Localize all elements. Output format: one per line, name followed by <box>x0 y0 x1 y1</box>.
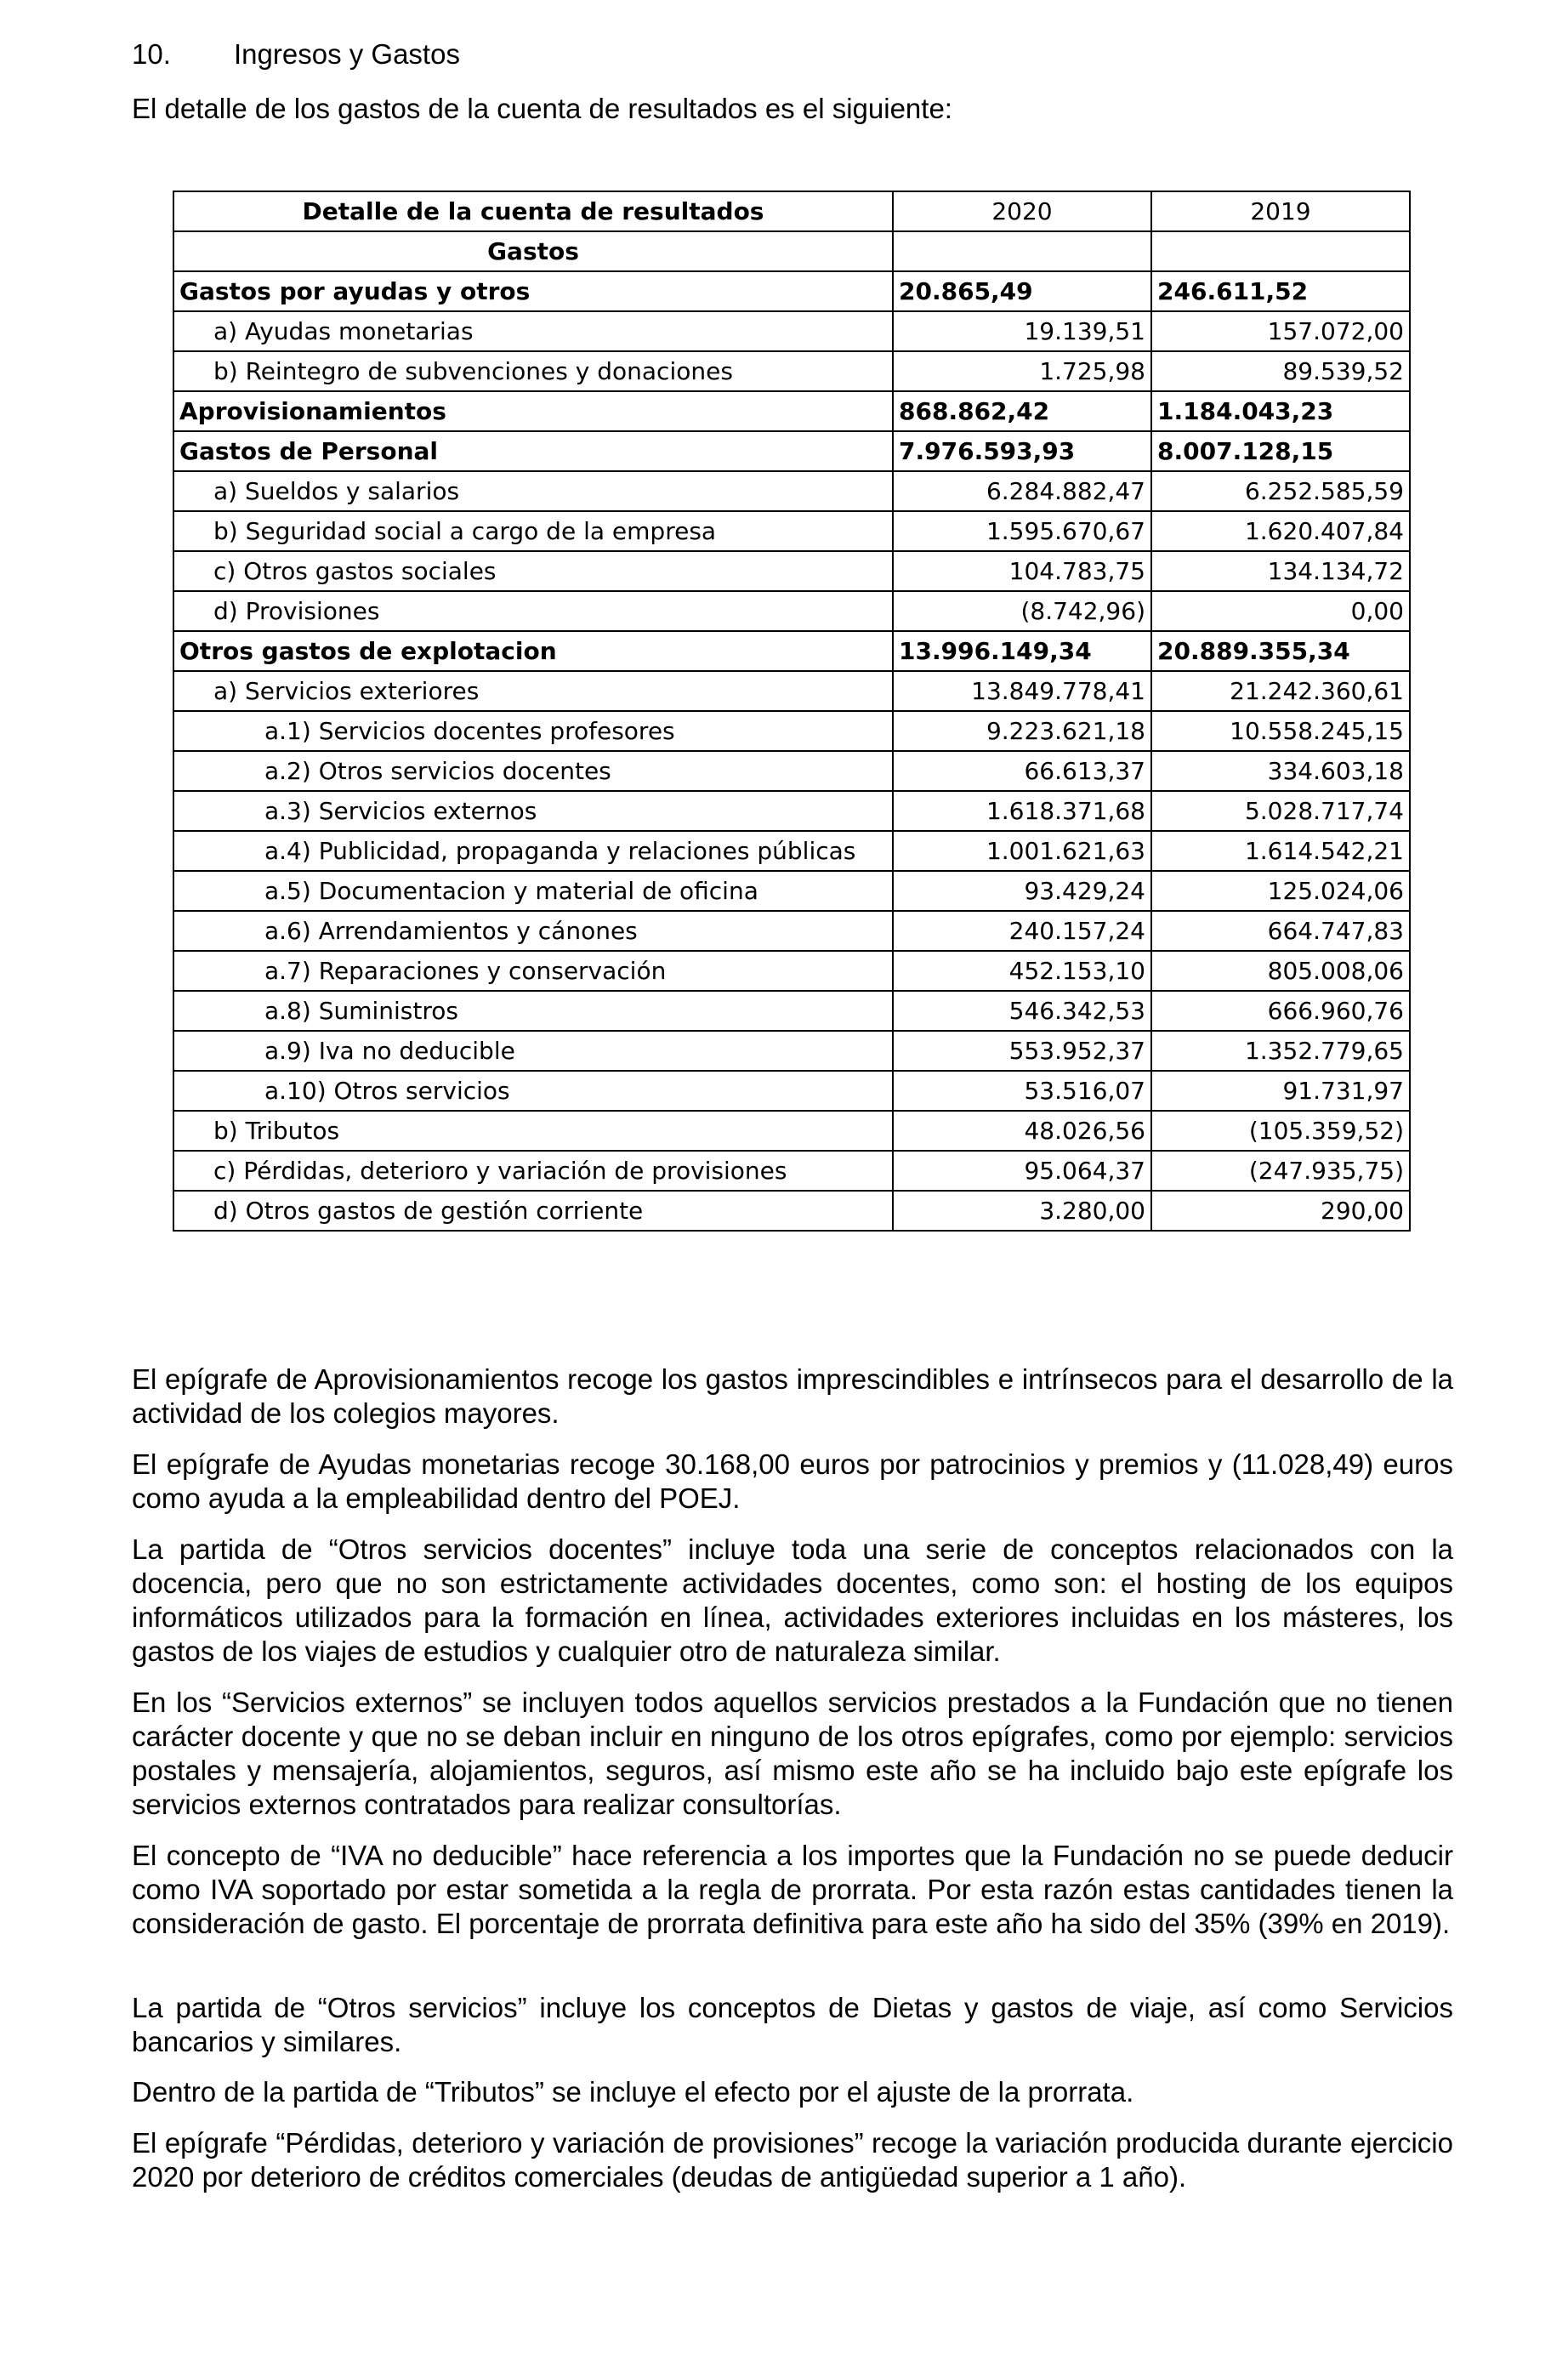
table-row <box>173 1191 1410 1231</box>
table-row <box>173 551 1410 591</box>
table-row <box>173 671 1410 711</box>
value-2020: 1.595.670,67 <box>893 511 1151 551</box>
value-2020: 553.952,37 <box>893 1031 1151 1071</box>
value-2020: 6.284.882,47 <box>893 471 1151 511</box>
row-label: a) Ayudas monetarias <box>173 311 893 351</box>
value-2020: 546.342,53 <box>893 991 1151 1031</box>
row-label: c) Otros gastos sociales <box>173 551 893 591</box>
value-2020: 13.849.778,41 <box>893 671 1151 711</box>
row-label: a.9) Iva no deducible <box>173 1031 893 1071</box>
table-row <box>173 1111 1410 1151</box>
table-row <box>173 591 1410 631</box>
value-2019: 6.252.585,59 <box>1151 471 1410 511</box>
value-2020: 93.429,24 <box>893 871 1151 911</box>
value-2020: 452.153,10 <box>893 951 1151 991</box>
value-2020: 1.618.371,68 <box>893 791 1151 831</box>
paragraph-iva-no-deducible: El concepto de “IVA no deducible” hace referencia a los importes que la Fundación no se puede deducir como IVA soportado por estar sometida a la regla de prorrata. Por esta razón estas cantidades tienen la consideración de gasto. El porcentaje de prorrata definitiva para este año ha sido del 35% (39% en 2019). <box>132 1840 1453 1939</box>
row-label: d) Provisiones <box>173 591 893 631</box>
value-2019: 20.889.355,34 <box>1151 631 1410 671</box>
table-row <box>173 471 1410 511</box>
year-2020-header: 2020 <box>893 191 1151 231</box>
row-label: a) Sueldos y salarios <box>173 471 893 511</box>
value-2019: 246.611,52 <box>1151 271 1410 311</box>
section-title: Ingresos y Gastos <box>234 38 460 70</box>
row-label: a.1) Servicios docentes profesores <box>173 711 893 751</box>
paragraph-perdidas-deterioro: El epígrafe “Pérdidas, deterioro y variación de provisiones” recoge la variación producida durante ejercicio 2020 por deterioro de créditos comerciales (deudas de antigüedad superior a 1 año). <box>132 2127 1453 2193</box>
paragraph-otros-servicios-docentes: La partida de “Otros servicios docentes” incluye toda una serie de conceptos relacionados con la docencia, pero que no son estrictamente actividades docentes, como son: el hosting de los equipos informáticos utilizados para la formación en línea, actividades exteriores incluidas en los másteres, los gastos de los viajes de estudios y cualquier otro de naturaleza similar. <box>132 1533 1453 1667</box>
table-subheader-row <box>173 231 1410 271</box>
paragraph-tributos: Dentro de la partida de “Tributos” se incluye el efecto por el ajuste de la prorrata. <box>132 2076 1134 2108</box>
row-label: a.4) Publicidad, propaganda y relaciones públicas <box>173 831 893 871</box>
value-2020: 66.613,37 <box>893 751 1151 791</box>
value-2019: 125.024,06 <box>1151 871 1410 911</box>
expenses-table <box>173 191 1411 1232</box>
table-row <box>173 271 1410 311</box>
row-label: a.7) Reparaciones y conservación <box>173 951 893 991</box>
value-2020: 48.026,56 <box>893 1111 1151 1151</box>
value-2020: 868.862,42 <box>893 391 1151 431</box>
table-row <box>173 631 1410 671</box>
value-2020: 1.725,98 <box>893 351 1151 391</box>
value-2019: 1.184.043,23 <box>1151 391 1410 431</box>
row-label: a.5) Documentacion y material de oficina <box>173 871 893 911</box>
row-label: Gastos de Personal <box>173 431 893 471</box>
table-row <box>173 991 1410 1031</box>
value-2019: (247.935,75) <box>1151 1151 1410 1191</box>
year-2019-header: 2019 <box>1151 191 1410 231</box>
value-2019: 1.352.779,65 <box>1151 1031 1410 1071</box>
intro-text: El detalle de los gastos de la cuenta de resultados es el siguiente: <box>132 93 952 124</box>
table-row <box>173 1151 1410 1191</box>
paragraph-ayudas-monetarias: El epígrafe de Ayudas monetarias recoge 30.168,00 euros por patrocinios y premios y (11.028,49) euros como ayuda a la empleabilidad dentro del POEJ. <box>132 1448 1453 1514</box>
value-2019: 290,00 <box>1151 1191 1410 1231</box>
row-label: b) Seguridad social a cargo de la empresa <box>173 511 893 551</box>
section-heading <box>132 36 460 73</box>
value-2019: 21.242.360,61 <box>1151 671 1410 711</box>
value-2019: 5.028.717,74 <box>1151 791 1410 831</box>
value-2019: 334.603,18 <box>1151 751 1410 791</box>
table-row <box>173 831 1410 871</box>
value-2020: 104.783,75 <box>893 551 1151 591</box>
row-label: a) Servicios exteriores <box>173 671 893 711</box>
value-2019: 1.620.407,84 <box>1151 511 1410 551</box>
table-row <box>173 951 1410 991</box>
table-row <box>173 751 1410 791</box>
empty-cell <box>1151 231 1410 271</box>
table-row <box>173 1071 1410 1111</box>
value-2020: (8.742,96) <box>893 591 1151 631</box>
value-2019: 805.008,06 <box>1151 951 1410 991</box>
value-2020: 1.001.621,63 <box>893 831 1151 871</box>
table-row <box>173 711 1410 751</box>
value-2020: 13.996.149,34 <box>893 631 1151 671</box>
table-row <box>173 911 1410 951</box>
value-2020: 95.064,37 <box>893 1151 1151 1191</box>
row-label: a.8) Suministros <box>173 991 893 1031</box>
value-2019: 134.134,72 <box>1151 551 1410 591</box>
table-row <box>173 391 1410 431</box>
section-number: 10. <box>132 38 171 70</box>
row-label: a.3) Servicios externos <box>173 791 893 831</box>
table-row <box>173 511 1410 551</box>
value-2019: 157.072,00 <box>1151 311 1410 351</box>
value-2020: 20.865,49 <box>893 271 1151 311</box>
empty-cell <box>893 231 1151 271</box>
value-2019: 1.614.542,21 <box>1151 831 1410 871</box>
paragraph-otros-servicios: La partida de “Otros servicios” incluye los conceptos de Dietas y gastos de viaje, así como Servicios bancarios y similares. <box>132 1992 1453 2057</box>
row-label: Aprovisionamientos <box>173 391 893 431</box>
value-2020: 19.139,51 <box>893 311 1151 351</box>
value-2019: 91.731,97 <box>1151 1071 1410 1111</box>
value-2019: 666.960,76 <box>1151 991 1410 1031</box>
value-2019: 8.007.128,15 <box>1151 431 1410 471</box>
value-2020: 53.516,07 <box>893 1071 1151 1111</box>
table-subheader: Gastos <box>173 231 893 271</box>
value-2019: (105.359,52) <box>1151 1111 1410 1151</box>
value-2019: 0,00 <box>1151 591 1410 631</box>
table-row <box>173 431 1410 471</box>
table-row <box>173 791 1410 831</box>
row-label: a.2) Otros servicios docentes <box>173 751 893 791</box>
row-label: d) Otros gastos de gestión corriente <box>173 1191 893 1231</box>
value-2020: 7.976.593,93 <box>893 431 1151 471</box>
table-row <box>173 351 1410 391</box>
value-2020: 240.157,24 <box>893 911 1151 951</box>
table-row <box>173 871 1410 911</box>
value-2019: 10.558.245,15 <box>1151 711 1410 751</box>
value-2019: 664.747,83 <box>1151 911 1410 951</box>
row-label: Gastos por ayudas y otros <box>173 271 893 311</box>
value-2020: 9.223.621,18 <box>893 711 1151 751</box>
row-label: a.10) Otros servicios <box>173 1071 893 1111</box>
paragraph-aprovisionamientos: El epígrafe de Aprovisionamientos recoge los gastos imprescindibles e intrínsecos para el desarrollo de la actividad de los colegios mayores. <box>132 1363 1453 1429</box>
value-2020: 3.280,00 <box>893 1191 1151 1231</box>
row-label: a.6) Arrendamientos y cánones <box>173 911 893 951</box>
row-label: Otros gastos de explotacion <box>173 631 893 671</box>
value-2019: 89.539,52 <box>1151 351 1410 391</box>
table-row <box>173 1031 1410 1071</box>
table-title: Detalle de la cuenta de resultados <box>173 191 893 231</box>
table-row <box>173 311 1410 351</box>
row-label: b) Tributos <box>173 1111 893 1151</box>
row-label: b) Reintegro de subvenciones y donaciones <box>173 351 893 391</box>
paragraph-servicios-externos: En los “Servicios externos” se incluyen todos aquellos servicios prestados a la Fundación que no tienen carácter docente y que no se deban incluir en ninguno de los otros epígrafes, como por ejemplo: servicios postales y mensajería, alojamientos, seguros, así mismo este año se ha incluido bajo este epígrafe los servicios externos contratados para realizar consultorías. <box>132 1687 1453 1820</box>
row-label: c) Pérdidas, deterioro y variación de provisiones <box>173 1151 893 1191</box>
table-header-row <box>173 191 1410 231</box>
